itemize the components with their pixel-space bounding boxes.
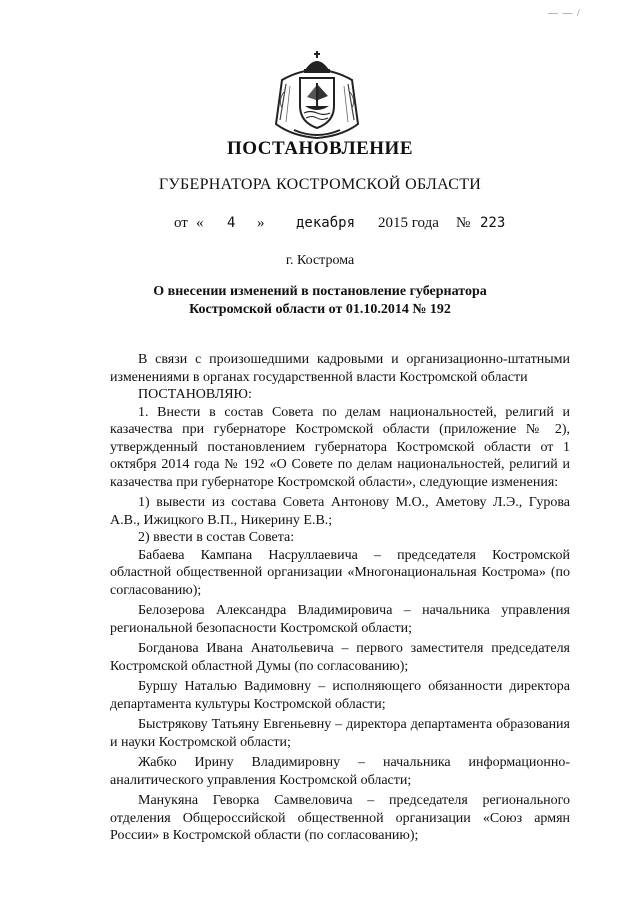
- member-item: Белозерова Александра Владимировича – начальника управления региональной безопасности Костромской области;: [110, 603, 570, 636]
- member-item: Буршу Наталью Вадимовну – исполняющего обязанности директора департамента культуры Костромской области;: [110, 679, 570, 712]
- date-quote-open: «: [196, 215, 204, 231]
- document-title: ПОСТАНОВЛЕНИЕ: [226, 138, 414, 159]
- sub-item-2: 2) ввести в состав Совета:: [138, 530, 295, 545]
- date-day: 4: [227, 215, 236, 231]
- subject-line-2: Костромской области от 01.10.2014 № 192: [189, 302, 451, 317]
- document-body: [110, 351, 570, 845]
- date-year: 2015 года: [378, 215, 439, 231]
- document-subject: [100, 283, 540, 319]
- member-item: Жабко Ирину Владимировну – начальника информационно-аналитического управления Костромской области;: [110, 755, 570, 788]
- member-item: Манукяна Геворка Самвеловича – председателя регионального отделения Общероссийской общественной организации «Союз армян России» в Костромской области (по согласованию);: [110, 793, 570, 843]
- date-prefix: от: [174, 215, 188, 231]
- date-quote-close: »: [257, 215, 265, 231]
- item-1-paragraph: 1. Внести в состав Совета по делам национальностей, религий и казачества при губернаторе Костромской области (приложение № 2), утвержденный постановлением губернатора Костромской области от 1 октября 2014 года № 192 «О Совете по делам национальностей, религий и казачества при губернаторе Костромской области», следующие изменения:: [110, 404, 570, 490]
- document-subtitle: ГУБЕРНАТОРА КОСТРОМСКОЙ ОБЛАСТИ: [158, 176, 482, 193]
- member-item: Бабаева Кампана Насруллаевича – председателя Костромской областной общественной организации «Многонациональная Кострома» (по согласованию);: [110, 547, 570, 598]
- number-sign: №: [456, 215, 471, 231]
- member-item: Быстрякову Татьяну Евгеньевну – директора департамента образования и науки Костромской области;: [110, 717, 570, 750]
- document-number: 223: [480, 215, 506, 231]
- subject-line-1: О внесении изменений в постановление губернатора: [153, 284, 487, 299]
- intro-paragraph: В связи с произошедшими кадровыми и организационно-штатными изменениями в органах государственной власти Костромской области: [110, 352, 570, 385]
- sub-item-1: 1) вывести из состава Совета Антонову М.О., Аметову Л.Э., Гурова А.В., Ижицкого В.П., Никерину Е.В.;: [110, 495, 570, 528]
- city: г. Кострома: [285, 253, 355, 268]
- corner-mark: — — /: [548, 8, 581, 19]
- date-month: декабря: [296, 215, 356, 231]
- coat-of-arms-icon: [272, 50, 362, 140]
- decree-word: ПОСТАНОВЛЯЮ:: [138, 387, 252, 402]
- member-item: Богданова Ивана Анатольевича – первого заместителя председателя Костромской областной Думы (по согласованию);: [110, 641, 570, 674]
